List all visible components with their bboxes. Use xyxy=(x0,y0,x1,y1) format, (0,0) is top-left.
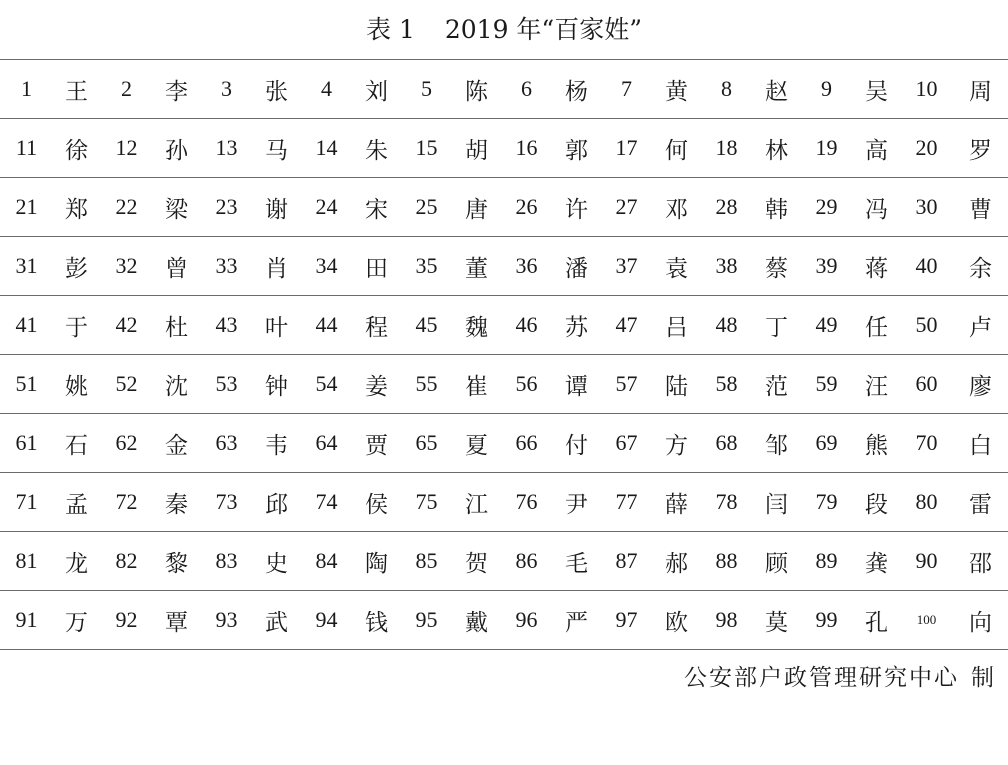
rank-cell: 90 xyxy=(900,532,953,591)
surname-cell: 万 xyxy=(53,591,100,650)
surname-cell: 钱 xyxy=(353,591,400,650)
rank-cell: 74 xyxy=(300,473,353,532)
surname-cell: 姜 xyxy=(353,355,400,414)
surname-cell: 夏 xyxy=(453,414,500,473)
rank-cell: 51 xyxy=(0,355,53,414)
table-row xyxy=(0,355,1008,414)
rank-cell: 11 xyxy=(0,119,53,178)
rank-cell: 27 xyxy=(600,178,653,237)
surname-cell: 许 xyxy=(553,178,600,237)
source-organization: 公安部户政管理研究中心 xyxy=(684,665,959,691)
rank-cell: 89 xyxy=(800,532,853,591)
surname-cell: 韦 xyxy=(253,414,300,473)
surname-cell: 段 xyxy=(853,473,900,532)
surname-cell: 邱 xyxy=(253,473,300,532)
rank-cell: 70 xyxy=(900,414,953,473)
rank-cell: 43 xyxy=(200,296,253,355)
table-row xyxy=(0,591,1008,650)
rank-cell: 14 xyxy=(300,119,353,178)
rank-cell: 76 xyxy=(500,473,553,532)
rank-cell: 2 xyxy=(100,60,153,119)
surname-cell: 王 xyxy=(53,60,100,119)
surname-cell: 邓 xyxy=(653,178,700,237)
rank-cell: 92 xyxy=(100,591,153,650)
rank-cell: 12 xyxy=(100,119,153,178)
rank-cell: 39 xyxy=(800,237,853,296)
rank-cell: 38 xyxy=(700,237,753,296)
rank-cell: 82 xyxy=(100,532,153,591)
rank-cell: 81 xyxy=(0,532,53,591)
table-row xyxy=(0,119,1008,178)
surname-cell: 魏 xyxy=(453,296,500,355)
rank-cell: 35 xyxy=(400,237,453,296)
surname-cell: 蔡 xyxy=(753,237,800,296)
rank-cell: 61 xyxy=(0,414,53,473)
surname-cell: 黎 xyxy=(153,532,200,591)
rank-cell: 50 xyxy=(900,296,953,355)
surname-cell: 熊 xyxy=(853,414,900,473)
surname-cell: 方 xyxy=(653,414,700,473)
rank-cell: 67 xyxy=(600,414,653,473)
surname-cell: 陆 xyxy=(653,355,700,414)
rank-cell: 59 xyxy=(800,355,853,414)
rank-cell: 83 xyxy=(200,532,253,591)
rank-cell: 47 xyxy=(600,296,653,355)
rank-cell: 16 xyxy=(500,119,553,178)
surname-cell: 贾 xyxy=(353,414,400,473)
rank-cell: 60 xyxy=(900,355,953,414)
rank-cell: 3 xyxy=(200,60,253,119)
surname-cell: 薛 xyxy=(653,473,700,532)
rank-cell: 17 xyxy=(600,119,653,178)
surname-cell: 朱 xyxy=(353,119,400,178)
rank-cell: 7 xyxy=(600,60,653,119)
rank-cell: 54 xyxy=(300,355,353,414)
table-number: 表 1 xyxy=(366,15,415,44)
surname-cell: 李 xyxy=(153,60,200,119)
rank-cell: 20 xyxy=(900,119,953,178)
surname-cell: 范 xyxy=(753,355,800,414)
rank-cell: 91 xyxy=(0,591,53,650)
rank-cell: 71 xyxy=(0,473,53,532)
surname-cell: 梁 xyxy=(153,178,200,237)
rank-cell: 94 xyxy=(300,591,353,650)
surname-cell: 唐 xyxy=(453,178,500,237)
surname-cell: 毛 xyxy=(553,532,600,591)
rank-cell: 37 xyxy=(600,237,653,296)
rank-cell: 41 xyxy=(0,296,53,355)
surname-cell: 叶 xyxy=(253,296,300,355)
surname-cell: 覃 xyxy=(153,591,200,650)
surname-cell: 侯 xyxy=(353,473,400,532)
rank-cell: 56 xyxy=(500,355,553,414)
surname-cell: 吴 xyxy=(853,60,900,119)
surname-cell: 付 xyxy=(553,414,600,473)
rank-cell: 30 xyxy=(900,178,953,237)
surname-cell: 雷 xyxy=(953,473,1008,532)
rank-cell: 6 xyxy=(500,60,553,119)
rank-cell: 9 xyxy=(800,60,853,119)
rank-cell: 36 xyxy=(500,237,553,296)
rank-cell: 75 xyxy=(400,473,453,532)
rank-cell: 86 xyxy=(500,532,553,591)
rank-cell: 34 xyxy=(300,237,353,296)
rank-cell: 18 xyxy=(700,119,753,178)
surname-table xyxy=(0,59,1008,650)
surname-cell: 白 xyxy=(953,414,1008,473)
rank-cell: 78 xyxy=(700,473,753,532)
rank-cell: 64 xyxy=(300,414,353,473)
table-row xyxy=(0,532,1008,591)
rank-cell: 32 xyxy=(100,237,153,296)
rank-cell: 29 xyxy=(800,178,853,237)
rank-cell: 13 xyxy=(200,119,253,178)
surname-cell: 陈 xyxy=(453,60,500,119)
rank-cell: 15 xyxy=(400,119,453,178)
rank-cell: 28 xyxy=(700,178,753,237)
surname-cell: 邵 xyxy=(953,532,1008,591)
rank-cell: 25 xyxy=(400,178,453,237)
surname-cell: 武 xyxy=(253,591,300,650)
surname-cell: 田 xyxy=(353,237,400,296)
rank-cell: 5 xyxy=(400,60,453,119)
surname-cell: 秦 xyxy=(153,473,200,532)
surname-cell: 胡 xyxy=(453,119,500,178)
surname-cell: 莫 xyxy=(753,591,800,650)
surname-cell: 尹 xyxy=(553,473,600,532)
table-row xyxy=(0,473,1008,532)
surname-cell: 高 xyxy=(853,119,900,178)
surname-cell: 龙 xyxy=(53,532,100,591)
rank-cell: 40 xyxy=(900,237,953,296)
surname-cell: 何 xyxy=(653,119,700,178)
surname-cell: 冯 xyxy=(853,178,900,237)
rank-cell: 88 xyxy=(700,532,753,591)
table-row xyxy=(0,414,1008,473)
surname-cell: 徐 xyxy=(53,119,100,178)
rank-cell: 48 xyxy=(700,296,753,355)
surname-cell: 董 xyxy=(453,237,500,296)
surname-cell: 林 xyxy=(753,119,800,178)
surname-cell: 石 xyxy=(53,414,100,473)
surname-cell: 郭 xyxy=(553,119,600,178)
table-row xyxy=(0,237,1008,296)
surname-cell: 江 xyxy=(453,473,500,532)
rank-cell: 80 xyxy=(900,473,953,532)
rank-cell: 98 xyxy=(700,591,753,650)
rank-cell: 100 xyxy=(900,591,953,650)
surname-cell: 韩 xyxy=(753,178,800,237)
surname-cell: 于 xyxy=(53,296,100,355)
surname-cell: 姚 xyxy=(53,355,100,414)
surname-cell: 邹 xyxy=(753,414,800,473)
rank-cell: 58 xyxy=(700,355,753,414)
rank-cell: 99 xyxy=(800,591,853,650)
rank-cell: 57 xyxy=(600,355,653,414)
surname-cell: 苏 xyxy=(553,296,600,355)
surname-cell: 严 xyxy=(553,591,600,650)
surname-cell: 郑 xyxy=(53,178,100,237)
surname-cell: 赵 xyxy=(753,60,800,119)
rank-cell: 8 xyxy=(700,60,753,119)
rank-cell: 19 xyxy=(800,119,853,178)
rank-cell: 87 xyxy=(600,532,653,591)
table-row xyxy=(0,296,1008,355)
surname-cell: 余 xyxy=(953,237,1008,296)
rank-cell: 66 xyxy=(500,414,553,473)
rank-cell: 1 xyxy=(0,60,53,119)
surname-cell: 刘 xyxy=(353,60,400,119)
rank-cell: 73 xyxy=(200,473,253,532)
rank-cell: 69 xyxy=(800,414,853,473)
table-caption: 2019 年“百家姓” xyxy=(444,15,642,44)
rank-cell: 52 xyxy=(100,355,153,414)
rank-cell: 23 xyxy=(200,178,253,237)
surname-cell: 顾 xyxy=(753,532,800,591)
surname-cell: 崔 xyxy=(453,355,500,414)
surname-cell: 欧 xyxy=(653,591,700,650)
surname-cell: 程 xyxy=(353,296,400,355)
rank-cell: 96 xyxy=(500,591,553,650)
surname-cell: 黄 xyxy=(653,60,700,119)
rank-cell: 24 xyxy=(300,178,353,237)
rank-cell: 84 xyxy=(300,532,353,591)
surname-cell: 丁 xyxy=(753,296,800,355)
table-row xyxy=(0,178,1008,237)
surname-cell: 汪 xyxy=(853,355,900,414)
rank-cell: 45 xyxy=(400,296,453,355)
table-body xyxy=(0,60,1008,650)
surname-cell: 卢 xyxy=(953,296,1008,355)
rank-cell: 77 xyxy=(600,473,653,532)
source-note xyxy=(684,660,996,696)
surname-cell: 宋 xyxy=(353,178,400,237)
rank-cell: 62 xyxy=(100,414,153,473)
rank-cell: 46 xyxy=(500,296,553,355)
rank-cell: 4 xyxy=(300,60,353,119)
surname-cell: 杨 xyxy=(553,60,600,119)
surname-cell: 曾 xyxy=(153,237,200,296)
surname-cell: 贺 xyxy=(453,532,500,591)
rank-cell: 22 xyxy=(100,178,153,237)
surname-cell: 钟 xyxy=(253,355,300,414)
table-row xyxy=(0,60,1008,119)
surname-cell: 谢 xyxy=(253,178,300,237)
surname-cell: 龚 xyxy=(853,532,900,591)
rank-cell: 65 xyxy=(400,414,453,473)
rank-cell: 10 xyxy=(900,60,953,119)
surname-cell: 肖 xyxy=(253,237,300,296)
surname-cell: 孟 xyxy=(53,473,100,532)
surname-cell: 闫 xyxy=(753,473,800,532)
rank-cell: 95 xyxy=(400,591,453,650)
surname-cell: 孙 xyxy=(153,119,200,178)
rank-cell: 93 xyxy=(200,591,253,650)
surname-cell: 金 xyxy=(153,414,200,473)
surname-cell: 向 xyxy=(953,591,1008,650)
surname-cell: 谭 xyxy=(553,355,600,414)
source-suffix: 制 xyxy=(971,665,996,691)
rank-cell: 68 xyxy=(700,414,753,473)
surname-cell: 陶 xyxy=(353,532,400,591)
surname-cell: 沈 xyxy=(153,355,200,414)
rank-cell: 85 xyxy=(400,532,453,591)
surname-cell: 戴 xyxy=(453,591,500,650)
rank-cell: 44 xyxy=(300,296,353,355)
rank-cell: 49 xyxy=(800,296,853,355)
rank-cell: 21 xyxy=(0,178,53,237)
surname-cell: 杜 xyxy=(153,296,200,355)
surname-cell: 曹 xyxy=(953,178,1008,237)
surname-cell: 罗 xyxy=(953,119,1008,178)
surname-cell: 吕 xyxy=(653,296,700,355)
surname-cell: 潘 xyxy=(553,237,600,296)
surname-cell: 周 xyxy=(953,60,1008,119)
surname-cell: 郝 xyxy=(653,532,700,591)
rank-cell: 31 xyxy=(0,237,53,296)
rank-cell: 72 xyxy=(100,473,153,532)
rank-cell: 63 xyxy=(200,414,253,473)
surname-cell: 张 xyxy=(253,60,300,119)
surname-cell: 袁 xyxy=(653,237,700,296)
surname-cell: 孔 xyxy=(853,591,900,650)
surname-cell: 史 xyxy=(253,532,300,591)
rank-cell: 26 xyxy=(500,178,553,237)
rank-cell: 55 xyxy=(400,355,453,414)
table-title xyxy=(0,10,1008,50)
rank-cell: 53 xyxy=(200,355,253,414)
surname-cell: 任 xyxy=(853,296,900,355)
rank-cell: 42 xyxy=(100,296,153,355)
surname-cell: 蒋 xyxy=(853,237,900,296)
rank-cell: 33 xyxy=(200,237,253,296)
rank-cell: 79 xyxy=(800,473,853,532)
rank-cell: 97 xyxy=(600,591,653,650)
surname-cell: 廖 xyxy=(953,355,1008,414)
surname-cell: 马 xyxy=(253,119,300,178)
surname-cell: 彭 xyxy=(53,237,100,296)
